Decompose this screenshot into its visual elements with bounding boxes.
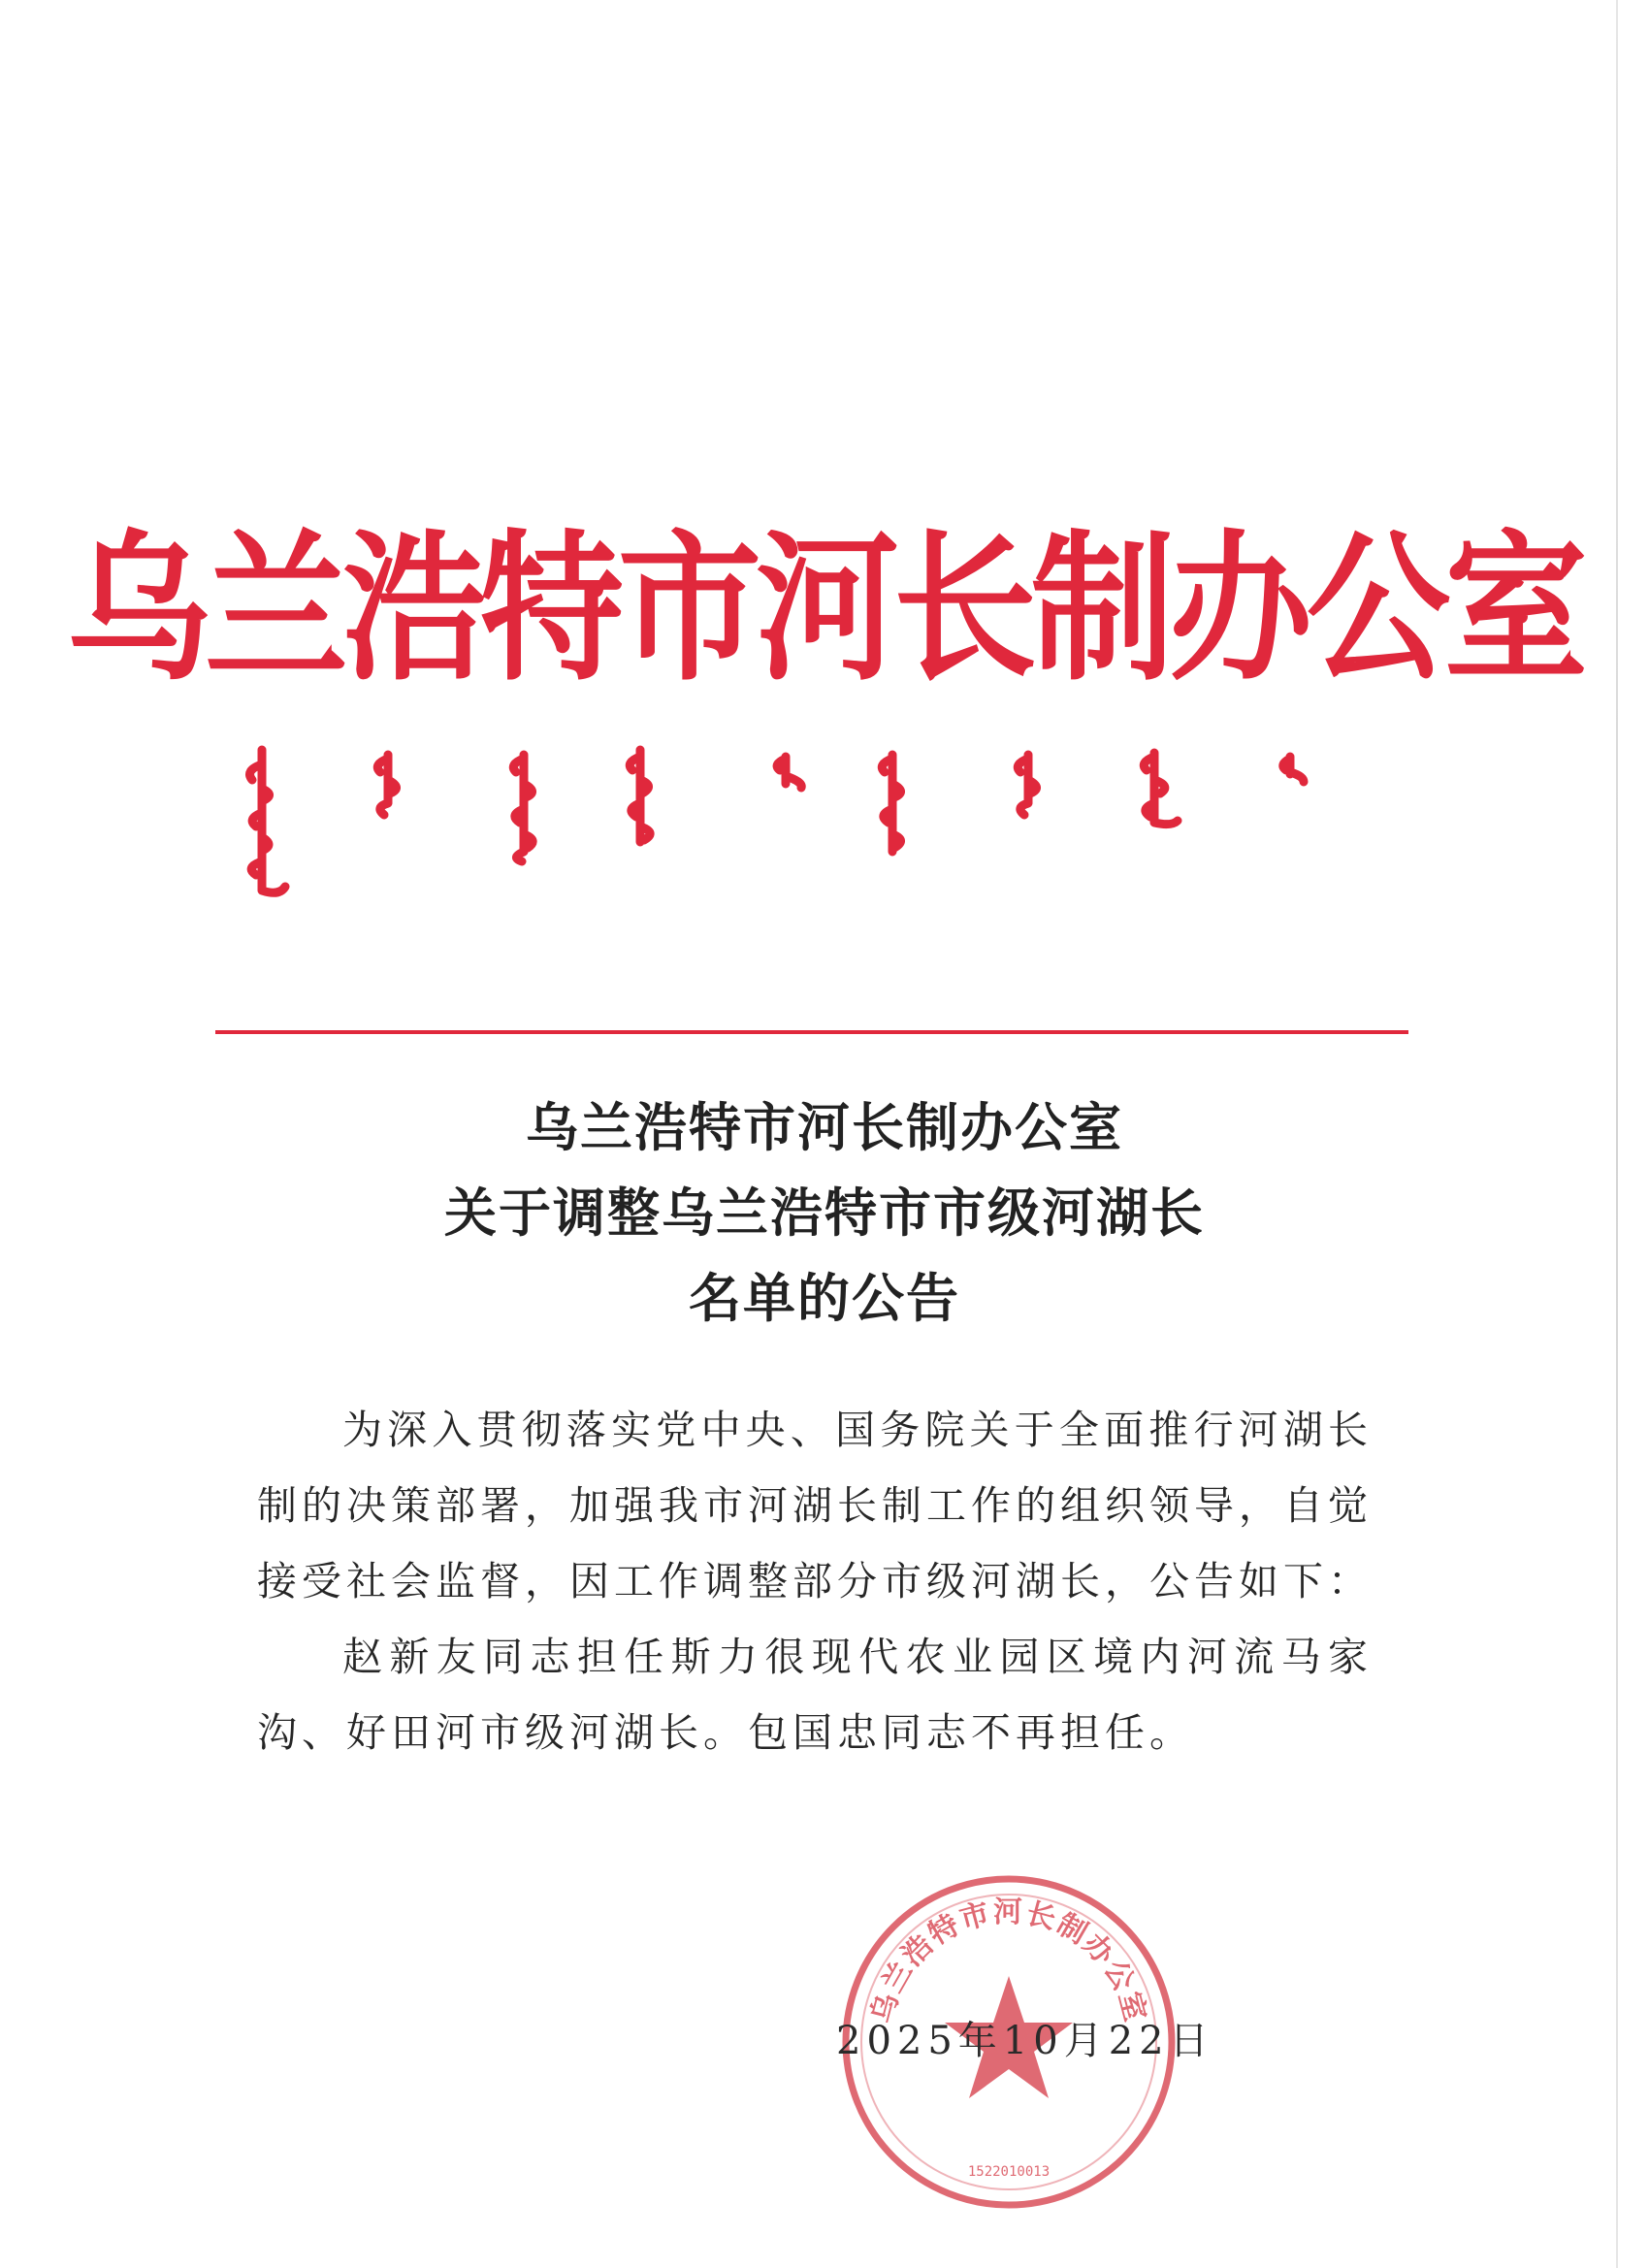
notice-title-line1: 乌兰浩特市河长制办公室 bbox=[526, 1096, 1123, 1158]
body-paragraph-1: 为深入贯彻落实党中央、国务院关于全面推行河湖长制的决策部署，加强我市河湖长制工作的组织领导，自觉接受社会监督，因工作调整部分市级河湖长，公告如下： bbox=[257, 1407, 1373, 1604]
notice-title-line2: 关于调整乌兰浩特市市级河湖长 bbox=[444, 1182, 1205, 1244]
notice-date: 2025年10月22日 bbox=[836, 2019, 1214, 2063]
letterhead-title: 乌兰浩特市河长制办公室 bbox=[67, 515, 1582, 703]
body-paragraph-2: 赵新友同志担任斯力很现代农业园区境内河流马家沟、好田河市级河湖长。包国忠同志不再担任。 bbox=[257, 1634, 1373, 1756]
svg-text:乌兰浩特市河长制办公室: 乌兰浩特市河长制办公室 bbox=[864, 1895, 1153, 2027]
header-divider-rule bbox=[215, 1030, 1408, 1034]
notice-title-line3: 名单的公告 bbox=[689, 1267, 960, 1329]
mongolian-script-icon bbox=[233, 745, 1397, 910]
notice-body bbox=[257, 1392, 1373, 1770]
svg-text:1522010013: 1522010013 bbox=[967, 2164, 1051, 2180]
